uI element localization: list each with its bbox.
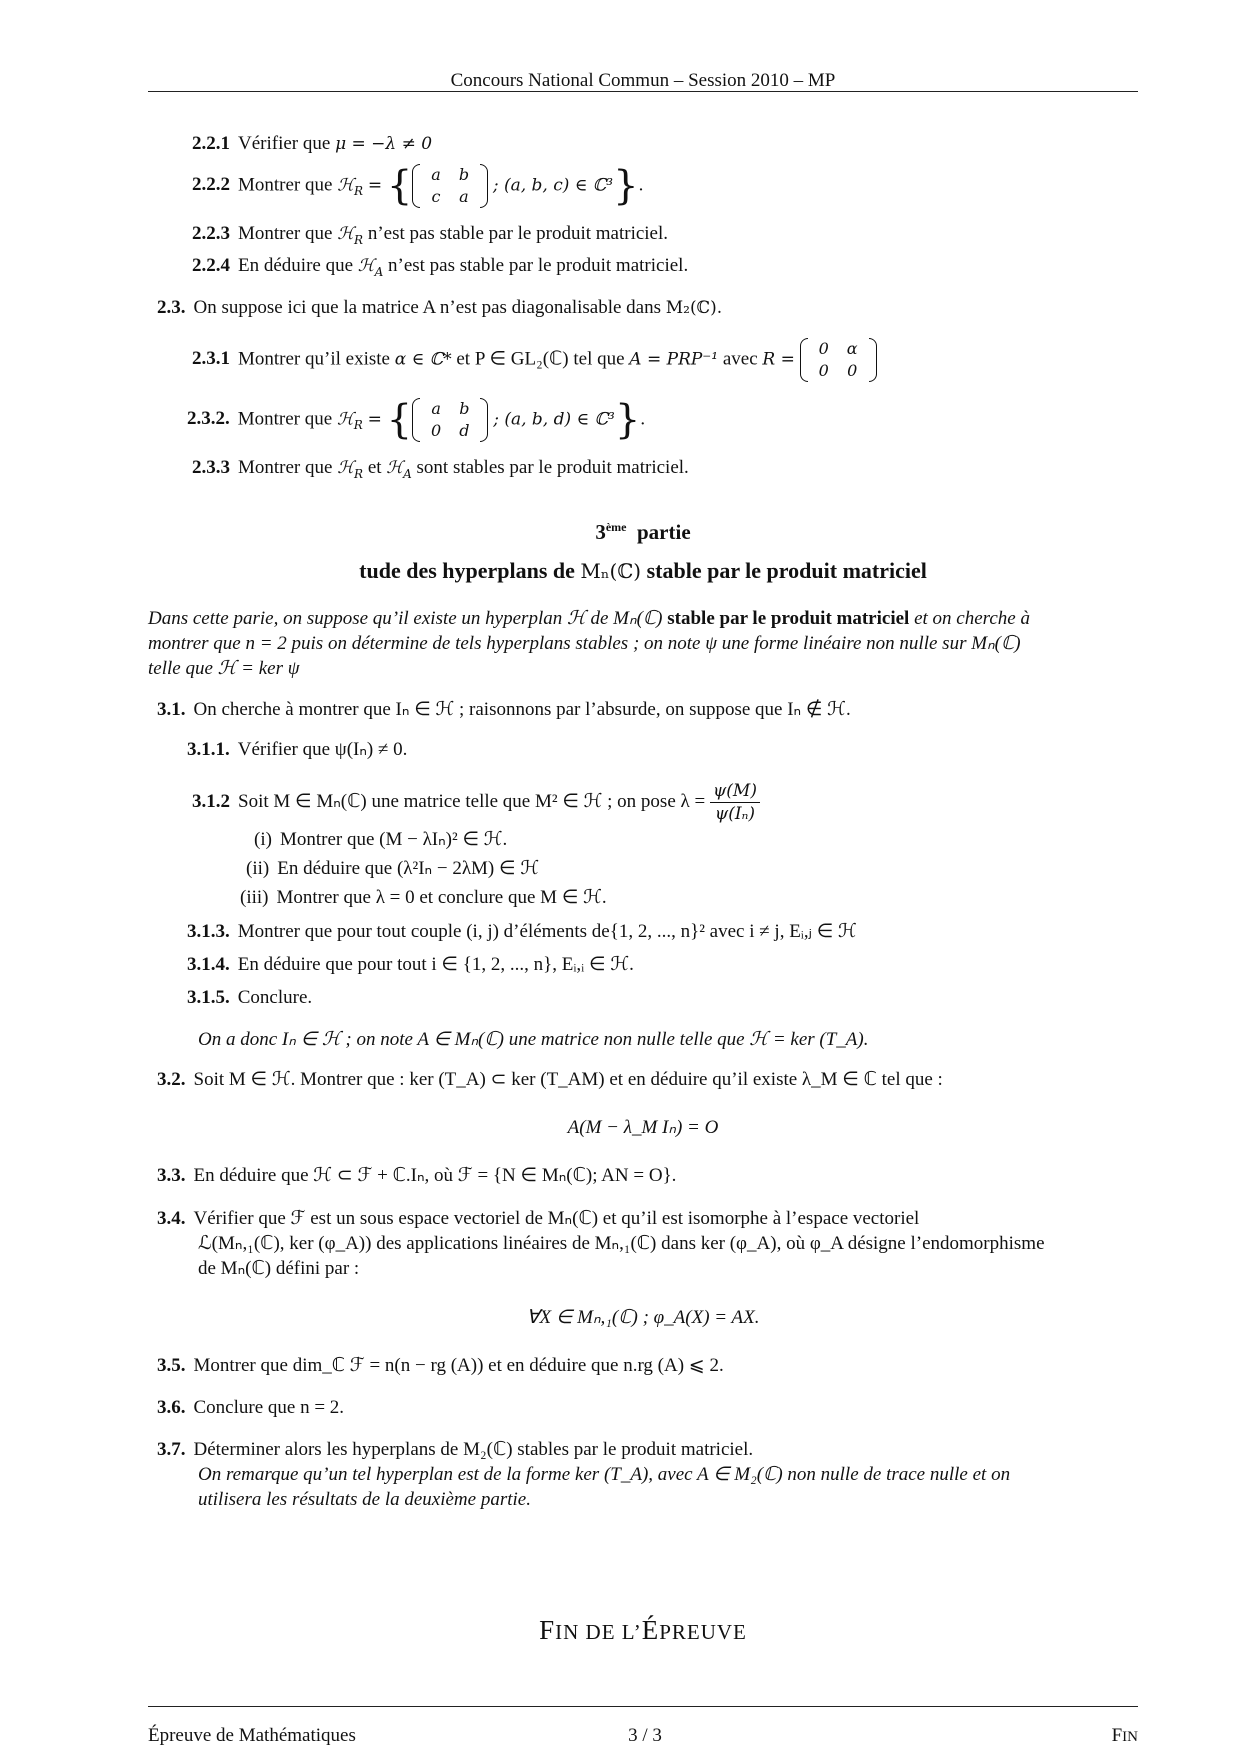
left-brace: { [386, 397, 413, 443]
question-2-2-1 [192, 132, 432, 156]
question-number: 2.2.2 [192, 174, 230, 196]
question-3-1-1: 3.1.1. Vérifier que ψ(Iₙ) ≠ 0. [187, 739, 408, 760]
question-text: n’est pas stable par le produit matriciel. [367, 223, 669, 244]
question-2-3-3: 2.3.3 Montrer que ℋ$_R$ et ℋ$_A$ sont stables par le produit matriciel. [192, 457, 689, 481]
part-title: tude des hyperplans de Mₙ(ℂ) stable par le produit matriciel [359, 558, 927, 583]
question-2-2-3: 2.2.3 Montrer que ℋ$_R$ n’est pas stable par le produit matriciel. [192, 223, 669, 247]
fraction-lambda: $\frac{\psi(M)}{\text{ψ(Iₙ)}}$ [710, 780, 760, 825]
question-3-1-2-iii: (iii) Montrer que λ = 0 et conclure que M ∈ ℋ. [240, 887, 607, 908]
left-brace: { [386, 163, 413, 209]
equation-3-2: A(M − λ_M Iₙ) = O [567, 1117, 719, 1138]
question-3-4-line3: de Mₙ(ℂ) défini par : [198, 1258, 360, 1279]
part-heading: 3ème partie [595, 520, 691, 544]
math-condition: ; (a, b, c) ∈ ℂ³ [492, 175, 614, 196]
question-text: Montrer que [237, 408, 333, 430]
question-2-2-2: 2.2.2 Montrer que ℋ$_R$ = { a b c a ; (a, b, c) ∈ ℂ³}. [192, 163, 644, 209]
matrix-231: 0 α 0 0 [800, 338, 877, 382]
math-subscript: R [354, 184, 364, 199]
question-3-7-line3: utilisera les résultats de la deuxième partie. [198, 1489, 531, 1510]
question-3-1-2: 3.1.2 Soit M ∈ Mₙ(ℂ) une matrice telle que M² ∈ ℋ ; on pose λ = $\frac{\psi(M)}{\text{ψ(Iₙ)}}$ [192, 780, 760, 825]
end-of-exam: FIN DE L’ÉPREUVE [539, 1615, 747, 1645]
math-expression: M₂(ℂ). [665, 298, 723, 318]
page-number: 3 / 3 [628, 1725, 662, 1746]
matrix-222: a b c a [412, 164, 488, 208]
equation-3-4: ∀X ∈ Mₙ,₁(ℂ) ; φ_A(X) = AX. [526, 1307, 760, 1328]
question-text: n’est pas stable par le produit matriciel. [388, 255, 689, 276]
question-3-1-4: 3.1.4. En déduire que pour tout i ∈ {1, 2, ..., n}, Eᵢ,ᵢ ∈ ℋ. [187, 954, 634, 975]
question-number: 2.3. [157, 297, 186, 318]
question-3-1: 3.1. On cherche à montrer que Iₙ ∈ ℋ ; raisonnons par l’absurde, on suppose que Iₙ ∉ ℋ. [157, 699, 851, 720]
question-number: 2.2.3 [192, 223, 230, 244]
question-number: 2.2.4 [192, 255, 230, 276]
question-3-2: 3.2. Soit M ∈ ℋ. Montrer que : ker (T_A) ⊂ ker (T_AM) et en déduire qu’il existe λ_M ∈ ℂ tel que : [157, 1069, 943, 1090]
math-expression: μ = −λ ≠ 0 [335, 134, 433, 154]
question-2-3-2: 2.3.2. Montrer que ℋ$_R$ = { a b 0 d ; (a, b, d) ∈ ℂ³}. [187, 397, 646, 443]
question-3-1-3: 3.1.3. Montrer que pour tout couple (i, j) d’éléments de{1, 2, ..., n}² avec i ≠ j, Eᵢ,ⱼ ∈ ℋ [187, 921, 857, 942]
question-3-4-line2: ℒ(Mₙ,₁(ℂ), ker (φ_A)) des applications linéaires de Mₙ,₁(ℂ) dans ker (φ_A), où φ_A désigne l’endomorphisme [198, 1233, 1045, 1254]
question-text: Vérifier que [238, 133, 331, 154]
math-symbol: ℋ [337, 175, 355, 196]
question-3-7: 3.7. Déterminer alors les hyperplans de M₂(ℂ) stables par le produit matriciel. [157, 1439, 754, 1460]
question-text: sont stables par le produit matriciel. [416, 457, 689, 478]
question-3-1-5: 3.1.5. Conclure. [187, 987, 313, 1008]
question-number: 2.3.1 [192, 348, 230, 370]
header-rule [148, 91, 1138, 92]
page-header: Concours National Commun – Session 2010 – MP [450, 70, 836, 91]
question-3-5: 3.5. Montrer que dim_ℂ ℱ = n(n − rg (A)) et en déduire que n.rg (A) ⩽ 2. [157, 1355, 724, 1376]
question-3-1-2-i: (i) Montrer que (M − λIₙ)² ∈ ℋ. [254, 829, 508, 850]
question-text: Montrer que [238, 174, 333, 196]
right-brace: } [614, 397, 641, 443]
question-3-7-line2: On remarque qu’un tel hyperplan est de la forme ker (T_A), avec A ∈ M₂(ℂ) non nulle de trace nulle et on [198, 1464, 1011, 1485]
question-text: On suppose ici que la matrice A n’est pas diagonalisable dans [193, 297, 661, 318]
question-3-6: 3.6. Conclure que n = 2. [157, 1397, 345, 1418]
question-number: 2.3.3 [192, 457, 230, 478]
question-number: 2.3.2. [187, 408, 230, 430]
question-3-1-2-ii: (ii) En déduire que (λ²Iₙ − 2λM) ∈ ℋ [246, 858, 540, 879]
question-2-3 [157, 296, 722, 320]
note-3-1: On a donc Iₙ ∈ ℋ ; on note A ∈ Mₙ(ℂ) une matrice non nulle telle que ℋ = ker (T_A). [198, 1029, 869, 1050]
question-2-2-4: 2.2.4 En déduire que ℋ$_A$ n’est pas stable par le produit matriciel. [192, 255, 689, 279]
right-brace: } [613, 163, 639, 209]
matrix-232: a b 0 d [412, 398, 488, 442]
math-equals: = [367, 175, 383, 196]
footer-rule [148, 1706, 1138, 1707]
question-3-4: 3.4. Vérifier que ℱ est un sous espace vectoriel de Mₙ(ℂ) et qu’il est isomorphe à l’espace vectoriel [157, 1208, 920, 1229]
question-2-3-1: 2.3.1 Montrer qu’il existe α ∈ ℂ* et P ∈ GL₂(ℂ) tel que A = PRP⁻¹ avec R = 0 α 0 0 [192, 338, 877, 382]
part-intro: Dans cette parie, on suppose qu’il existe un hyperplan ℋ de Mₙ(ℂ) stable par le produit matriciel et on cherche à montrer que n = 2 puis on détermine de tels hyperplans stables ; on note ψ une forme linéaire non nulle sur Mₙ(ℂ) telle que ℋ = ker ψ [148, 608, 1030, 679]
footer-left: Épreuve de Mathématiques [148, 1725, 356, 1746]
question-3-3: 3.3. En déduire que ℋ ⊂ ℱ + ℂ.Iₙ, où ℱ = {N ∈ Mₙ(ℂ); AN = O}. [157, 1165, 677, 1186]
question-number: 2.2.1 [192, 133, 230, 154]
footer-right: FIN [1111, 1725, 1138, 1746]
